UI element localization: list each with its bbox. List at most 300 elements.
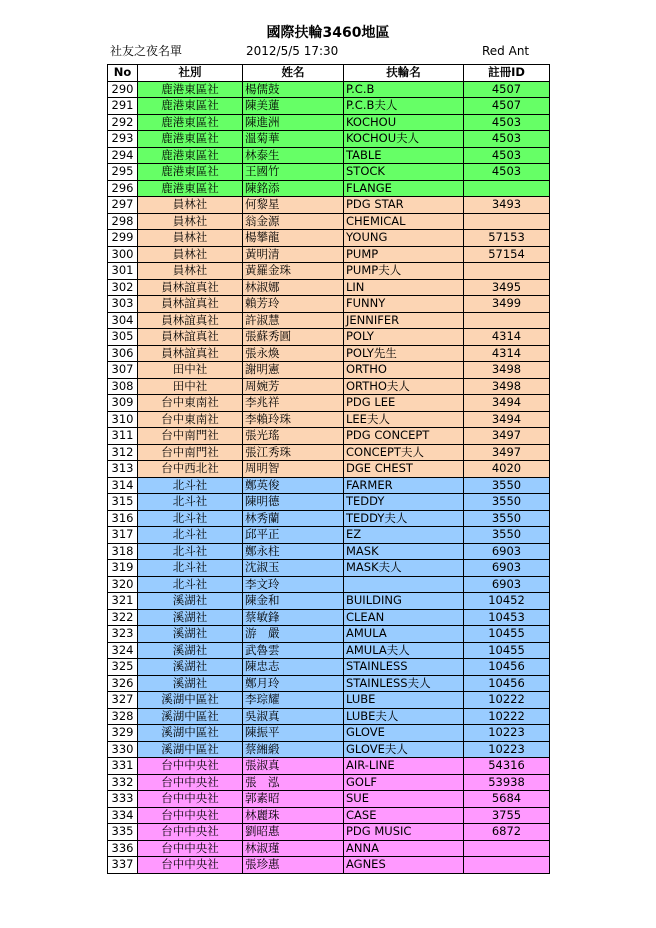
cell-rotary-name: SUE [344, 791, 464, 808]
cell-rotary-name: LUBE [344, 692, 464, 709]
cell-registration-id: 10456 [464, 675, 550, 692]
cell-rotary-name: GLOVE [344, 725, 464, 742]
table-row [108, 791, 550, 808]
cell-name: 陳金和 [243, 593, 344, 610]
cell-name: 李兆祥 [243, 395, 344, 412]
table-row [108, 147, 550, 164]
cell-club: 台中東南社 [138, 411, 243, 428]
cell-no: 293 [108, 131, 138, 148]
cell-registration-id: 6903 [464, 560, 550, 577]
cell-name: 陳振平 [243, 725, 344, 742]
cell-name: 張珍惠 [243, 857, 344, 874]
cell-registration-id: 4507 [464, 98, 550, 115]
cell-rotary-name: P.C.B夫人 [344, 98, 464, 115]
cell-no: 304 [108, 312, 138, 329]
table-row [108, 560, 550, 577]
table-row [108, 213, 550, 230]
table-row [108, 824, 550, 841]
table-row [108, 659, 550, 676]
table-body [108, 81, 550, 873]
cell-club: 鹿港東區社 [138, 131, 243, 148]
cell-club: 鹿港東區社 [138, 114, 243, 131]
cell-club: 北斗社 [138, 494, 243, 511]
cell-club: 員林誼真社 [138, 345, 243, 362]
cell-rotary-name: KOCHOU夫人 [344, 131, 464, 148]
cell-no: 329 [108, 725, 138, 742]
cell-rotary-name: FARMER [344, 477, 464, 494]
cell-no: 335 [108, 824, 138, 841]
cell-rotary-name: EZ [344, 527, 464, 544]
cell-rotary-name: AMULA [344, 626, 464, 643]
cell-no: 318 [108, 543, 138, 560]
table-row [108, 378, 550, 395]
table-row [108, 609, 550, 626]
table-row [108, 477, 550, 494]
cell-rotary-name: CHEMICAL [344, 213, 464, 230]
table-row [108, 263, 550, 280]
cell-no: 324 [108, 642, 138, 659]
cell-registration-id: 53938 [464, 774, 550, 791]
cell-registration-id: 4507 [464, 81, 550, 98]
cell-name: 何黎星 [243, 197, 344, 214]
cell-club: 員林社 [138, 230, 243, 247]
cell-no: 337 [108, 857, 138, 874]
cell-name: 鄭月玲 [243, 675, 344, 692]
cell-registration-id: 4314 [464, 345, 550, 362]
cell-name: 游 嚴 [243, 626, 344, 643]
cell-registration-id: 10223 [464, 725, 550, 742]
table-row [108, 428, 550, 445]
header-registration-id: 註冊ID [464, 65, 550, 82]
table-row [108, 494, 550, 511]
cell-registration-id: 10223 [464, 741, 550, 758]
cell-club: 田中社 [138, 362, 243, 379]
table-row [108, 345, 550, 362]
cell-registration-id: 10222 [464, 692, 550, 709]
cell-name: 鄭永柱 [243, 543, 344, 560]
cell-club: 台中中央社 [138, 758, 243, 775]
cell-registration-id [464, 857, 550, 874]
table-row [108, 246, 550, 263]
cell-no: 325 [108, 659, 138, 676]
cell-club: 鹿港東區社 [138, 81, 243, 98]
cell-no: 313 [108, 461, 138, 478]
table-row [108, 81, 550, 98]
table-row [108, 708, 550, 725]
cell-registration-id: 57153 [464, 230, 550, 247]
cell-club: 台中南門社 [138, 444, 243, 461]
cell-registration-id: 4020 [464, 461, 550, 478]
cell-club: 溪湖中區社 [138, 741, 243, 758]
cell-club: 溪湖社 [138, 659, 243, 676]
cell-registration-id: 10456 [464, 659, 550, 676]
cell-rotary-name: CASE [344, 807, 464, 824]
cell-no: 298 [108, 213, 138, 230]
cell-club: 溪湖中區社 [138, 692, 243, 709]
cell-no: 334 [108, 807, 138, 824]
cell-registration-id: 10455 [464, 642, 550, 659]
cell-club: 員林誼真社 [138, 312, 243, 329]
cell-name: 李賴玲珠 [243, 411, 344, 428]
cell-name: 陳進洲 [243, 114, 344, 131]
cell-rotary-name: MASK夫人 [344, 560, 464, 577]
cell-no: 305 [108, 329, 138, 346]
cell-rotary-name: PDG STAR [344, 197, 464, 214]
cell-rotary-name: PDG CONCEPT [344, 428, 464, 445]
table-row [108, 279, 550, 296]
cell-no: 316 [108, 510, 138, 527]
cell-club: 鹿港東區社 [138, 147, 243, 164]
table-row [108, 114, 550, 131]
cell-registration-id: 6903 [464, 543, 550, 560]
table-row [108, 774, 550, 791]
cell-club: 台中中央社 [138, 791, 243, 808]
cell-registration-id: 54316 [464, 758, 550, 775]
cell-name: 林秀蘭 [243, 510, 344, 527]
cell-rotary-name: PUMP夫人 [344, 263, 464, 280]
cell-club: 北斗社 [138, 543, 243, 560]
cell-name: 黃明清 [243, 246, 344, 263]
cell-name: 林淑瑾 [243, 840, 344, 857]
table-row [108, 362, 550, 379]
table-row [108, 642, 550, 659]
table-row [108, 98, 550, 115]
table-row [108, 510, 550, 527]
table-row [108, 692, 550, 709]
cell-name: 周婉芳 [243, 378, 344, 395]
cell-club: 溪湖社 [138, 609, 243, 626]
cell-club: 北斗社 [138, 477, 243, 494]
cell-registration-id: 4503 [464, 164, 550, 181]
cell-name: 張光瑤 [243, 428, 344, 445]
table-row [108, 576, 550, 593]
cell-club: 北斗社 [138, 527, 243, 544]
cell-name: 張永煥 [243, 345, 344, 362]
cell-name: 邱平正 [243, 527, 344, 544]
cell-rotary-name: TEDDY [344, 494, 464, 511]
cell-club: 溪湖中區社 [138, 725, 243, 742]
table-row [108, 164, 550, 181]
cell-rotary-name: CLEAN [344, 609, 464, 626]
header-club: 社別 [138, 65, 243, 82]
cell-no: 319 [108, 560, 138, 577]
table-row [108, 444, 550, 461]
cell-no: 291 [108, 98, 138, 115]
cell-no: 307 [108, 362, 138, 379]
cell-rotary-name: ORTHO夫人 [344, 378, 464, 395]
cell-rotary-name: PDG MUSIC [344, 824, 464, 841]
cell-rotary-name: MASK [344, 543, 464, 560]
cell-name: 劉昭惠 [243, 824, 344, 841]
cell-name: 周明智 [243, 461, 344, 478]
cell-no: 300 [108, 246, 138, 263]
table-row [108, 296, 550, 313]
cell-name: 許淑慧 [243, 312, 344, 329]
cell-no: 331 [108, 758, 138, 775]
table-row [108, 411, 550, 428]
cell-no: 301 [108, 263, 138, 280]
cell-name: 陳明德 [243, 494, 344, 511]
cell-no: 322 [108, 609, 138, 626]
cell-rotary-name: AIR-LINE [344, 758, 464, 775]
cell-registration-id: 3550 [464, 510, 550, 527]
header-no: No [108, 65, 138, 82]
cell-no: 294 [108, 147, 138, 164]
cell-name: 李文玲 [243, 576, 344, 593]
cell-no: 309 [108, 395, 138, 412]
cell-rotary-name: POLY [344, 329, 464, 346]
header-rotary-name: 扶輪名 [344, 65, 464, 82]
cell-registration-id: 4503 [464, 131, 550, 148]
table-row [108, 329, 550, 346]
table-row [108, 758, 550, 775]
cell-club: 鹿港東區社 [138, 180, 243, 197]
cell-registration-id: 3550 [464, 477, 550, 494]
cell-registration-id: 3493 [464, 197, 550, 214]
cell-rotary-name: TEDDY夫人 [344, 510, 464, 527]
cell-club: 鹿港東區社 [138, 164, 243, 181]
cell-registration-id: 10455 [464, 626, 550, 643]
table-row [108, 197, 550, 214]
cell-club: 北斗社 [138, 560, 243, 577]
cell-registration-id: 4503 [464, 114, 550, 131]
cell-club: 員林社 [138, 197, 243, 214]
table-row [108, 461, 550, 478]
cell-rotary-name: P.C.B [344, 81, 464, 98]
cell-registration-id [464, 180, 550, 197]
cell-name: 楊攀龍 [243, 230, 344, 247]
cell-name: 陳美蓮 [243, 98, 344, 115]
cell-rotary-name: LUBE夫人 [344, 708, 464, 725]
cell-club: 田中社 [138, 378, 243, 395]
cell-rotary-name: DGE CHEST [344, 461, 464, 478]
page-title: 國際扶輪3460地區 [266, 25, 390, 41]
cell-name: 張蘇秀圓 [243, 329, 344, 346]
cell-registration-id: 6872 [464, 824, 550, 841]
cell-registration-id: 3755 [464, 807, 550, 824]
cell-club: 溪湖中區社 [138, 708, 243, 725]
cell-club: 台中中央社 [138, 840, 243, 857]
cell-registration-id: 3494 [464, 411, 550, 428]
cell-name: 蔡緗緞 [243, 741, 344, 758]
cell-club: 員林社 [138, 246, 243, 263]
table-row [108, 725, 550, 742]
table-row [108, 807, 550, 824]
cell-no: 310 [108, 411, 138, 428]
cell-club: 溪湖社 [138, 626, 243, 643]
cell-rotary-name: GLOVE夫人 [344, 741, 464, 758]
cell-club: 員林誼真社 [138, 296, 243, 313]
cell-name: 張淑真 [243, 758, 344, 775]
cell-no: 292 [108, 114, 138, 131]
cell-registration-id: 3550 [464, 527, 550, 544]
cell-name: 張 泓 [243, 774, 344, 791]
cell-no: 290 [108, 81, 138, 98]
cell-registration-id: 3497 [464, 444, 550, 461]
member-table [107, 64, 550, 874]
cell-no: 314 [108, 477, 138, 494]
table-row [108, 180, 550, 197]
cell-name: 沈淑玉 [243, 560, 344, 577]
cell-name: 郭素昭 [243, 791, 344, 808]
cell-registration-id: 10452 [464, 593, 550, 610]
cell-no: 328 [108, 708, 138, 725]
cell-no: 323 [108, 626, 138, 643]
cell-registration-id: 3494 [464, 395, 550, 412]
cell-name: 黃羅金珠 [243, 263, 344, 280]
cell-registration-id: 10222 [464, 708, 550, 725]
table-header-row [108, 65, 550, 82]
cell-no: 320 [108, 576, 138, 593]
cell-club: 員林社 [138, 263, 243, 280]
cell-rotary-name: STAINLESS [344, 659, 464, 676]
cell-no: 302 [108, 279, 138, 296]
table-row [108, 131, 550, 148]
cell-rotary-name: TABLE [344, 147, 464, 164]
table-row [108, 626, 550, 643]
cell-name: 武魯雲 [243, 642, 344, 659]
table-row [108, 395, 550, 412]
table-row [108, 593, 550, 610]
table-row [108, 675, 550, 692]
cell-club: 台中中央社 [138, 807, 243, 824]
cell-club: 北斗社 [138, 510, 243, 527]
cell-registration-id: 5684 [464, 791, 550, 808]
cell-name: 吳淑真 [243, 708, 344, 725]
header-name: 姓名 [243, 65, 344, 82]
cell-name: 楊儒鼓 [243, 81, 344, 98]
table-row [108, 527, 550, 544]
cell-no: 306 [108, 345, 138, 362]
cell-no: 299 [108, 230, 138, 247]
cell-registration-id [464, 213, 550, 230]
cell-name: 林淑娜 [243, 279, 344, 296]
cell-registration-id: 3499 [464, 296, 550, 313]
cell-club: 台中南門社 [138, 428, 243, 445]
cell-no: 327 [108, 692, 138, 709]
cell-no: 330 [108, 741, 138, 758]
cell-name: 王國竹 [243, 164, 344, 181]
list-name: 社友之夜名單 [110, 44, 183, 58]
cell-registration-id: 6903 [464, 576, 550, 593]
cell-no: 317 [108, 527, 138, 544]
cell-no: 308 [108, 378, 138, 395]
cell-club: 台中中央社 [138, 774, 243, 791]
cell-no: 315 [108, 494, 138, 511]
cell-club: 台中中央社 [138, 857, 243, 874]
cell-club: 台中西北社 [138, 461, 243, 478]
cell-registration-id: 4314 [464, 329, 550, 346]
cell-rotary-name: LIN [344, 279, 464, 296]
cell-club: 溪湖社 [138, 675, 243, 692]
cell-club: 台中中央社 [138, 824, 243, 841]
cell-rotary-name: BUILDING [344, 593, 464, 610]
print-datetime: 2012/5/5 17:30 [246, 44, 339, 58]
cell-club: 溪湖社 [138, 642, 243, 659]
cell-name: 謝明憲 [243, 362, 344, 379]
cell-rotary-name: YOUNG [344, 230, 464, 247]
cell-name: 林泰生 [243, 147, 344, 164]
cell-no: 326 [108, 675, 138, 692]
cell-registration-id: 57154 [464, 246, 550, 263]
cell-registration-id: 10453 [464, 609, 550, 626]
cell-club: 員林誼真社 [138, 279, 243, 296]
cell-registration-id: 3495 [464, 279, 550, 296]
cell-no: 295 [108, 164, 138, 181]
cell-name: 林麗珠 [243, 807, 344, 824]
cell-club: 員林社 [138, 213, 243, 230]
cell-rotary-name: AGNES [344, 857, 464, 874]
cell-no: 312 [108, 444, 138, 461]
cell-rotary-name: PUMP [344, 246, 464, 263]
cell-rotary-name: JENNIFER [344, 312, 464, 329]
table-row [108, 312, 550, 329]
cell-rotary-name: AMULA夫人 [344, 642, 464, 659]
table-row [108, 857, 550, 874]
cell-name: 陳忠志 [243, 659, 344, 676]
cell-no: 332 [108, 774, 138, 791]
cell-no: 303 [108, 296, 138, 313]
cell-registration-id: 3550 [464, 494, 550, 511]
cell-name: 翁金源 [243, 213, 344, 230]
cell-name: 李琮耀 [243, 692, 344, 709]
cell-rotary-name: FUNNY [344, 296, 464, 313]
cell-registration-id: 3498 [464, 378, 550, 395]
cell-name: 蔡敏鋒 [243, 609, 344, 626]
cell-registration-id [464, 840, 550, 857]
cell-registration-id: 4503 [464, 147, 550, 164]
cell-club: 台中東南社 [138, 395, 243, 412]
cell-no: 336 [108, 840, 138, 857]
cell-rotary-name: POLY先生 [344, 345, 464, 362]
cell-no: 333 [108, 791, 138, 808]
cell-rotary-name: KOCHOU [344, 114, 464, 131]
table-row [108, 840, 550, 857]
cell-name: 賴芳玲 [243, 296, 344, 313]
cell-no: 296 [108, 180, 138, 197]
cell-club: 員林誼真社 [138, 329, 243, 346]
author-label: Red Ant [482, 44, 530, 58]
table-row [108, 543, 550, 560]
cell-rotary-name: PDG LEE [344, 395, 464, 412]
cell-rotary-name: CONCEPT夫人 [344, 444, 464, 461]
cell-name: 張江秀珠 [243, 444, 344, 461]
cell-name: 溫菊華 [243, 131, 344, 148]
cell-rotary-name: STOCK [344, 164, 464, 181]
cell-rotary-name: FLANGE [344, 180, 464, 197]
cell-rotary-name: ANNA [344, 840, 464, 857]
cell-club: 鹿港東區社 [138, 98, 243, 115]
cell-no: 311 [108, 428, 138, 445]
table-row [108, 741, 550, 758]
cell-rotary-name [344, 576, 464, 593]
cell-no: 297 [108, 197, 138, 214]
cell-name: 鄭英俊 [243, 477, 344, 494]
cell-rotary-name: ORTHO [344, 362, 464, 379]
cell-rotary-name: LEE夫人 [344, 411, 464, 428]
cell-registration-id: 3497 [464, 428, 550, 445]
cell-registration-id [464, 263, 550, 280]
cell-rotary-name: STAINLESS夫人 [344, 675, 464, 692]
cell-registration-id [464, 312, 550, 329]
table-row [108, 230, 550, 247]
cell-registration-id: 3498 [464, 362, 550, 379]
cell-name: 陳銘添 [243, 180, 344, 197]
cell-rotary-name: GOLF [344, 774, 464, 791]
cell-club: 北斗社 [138, 576, 243, 593]
cell-club: 溪湖社 [138, 593, 243, 610]
cell-no: 321 [108, 593, 138, 610]
